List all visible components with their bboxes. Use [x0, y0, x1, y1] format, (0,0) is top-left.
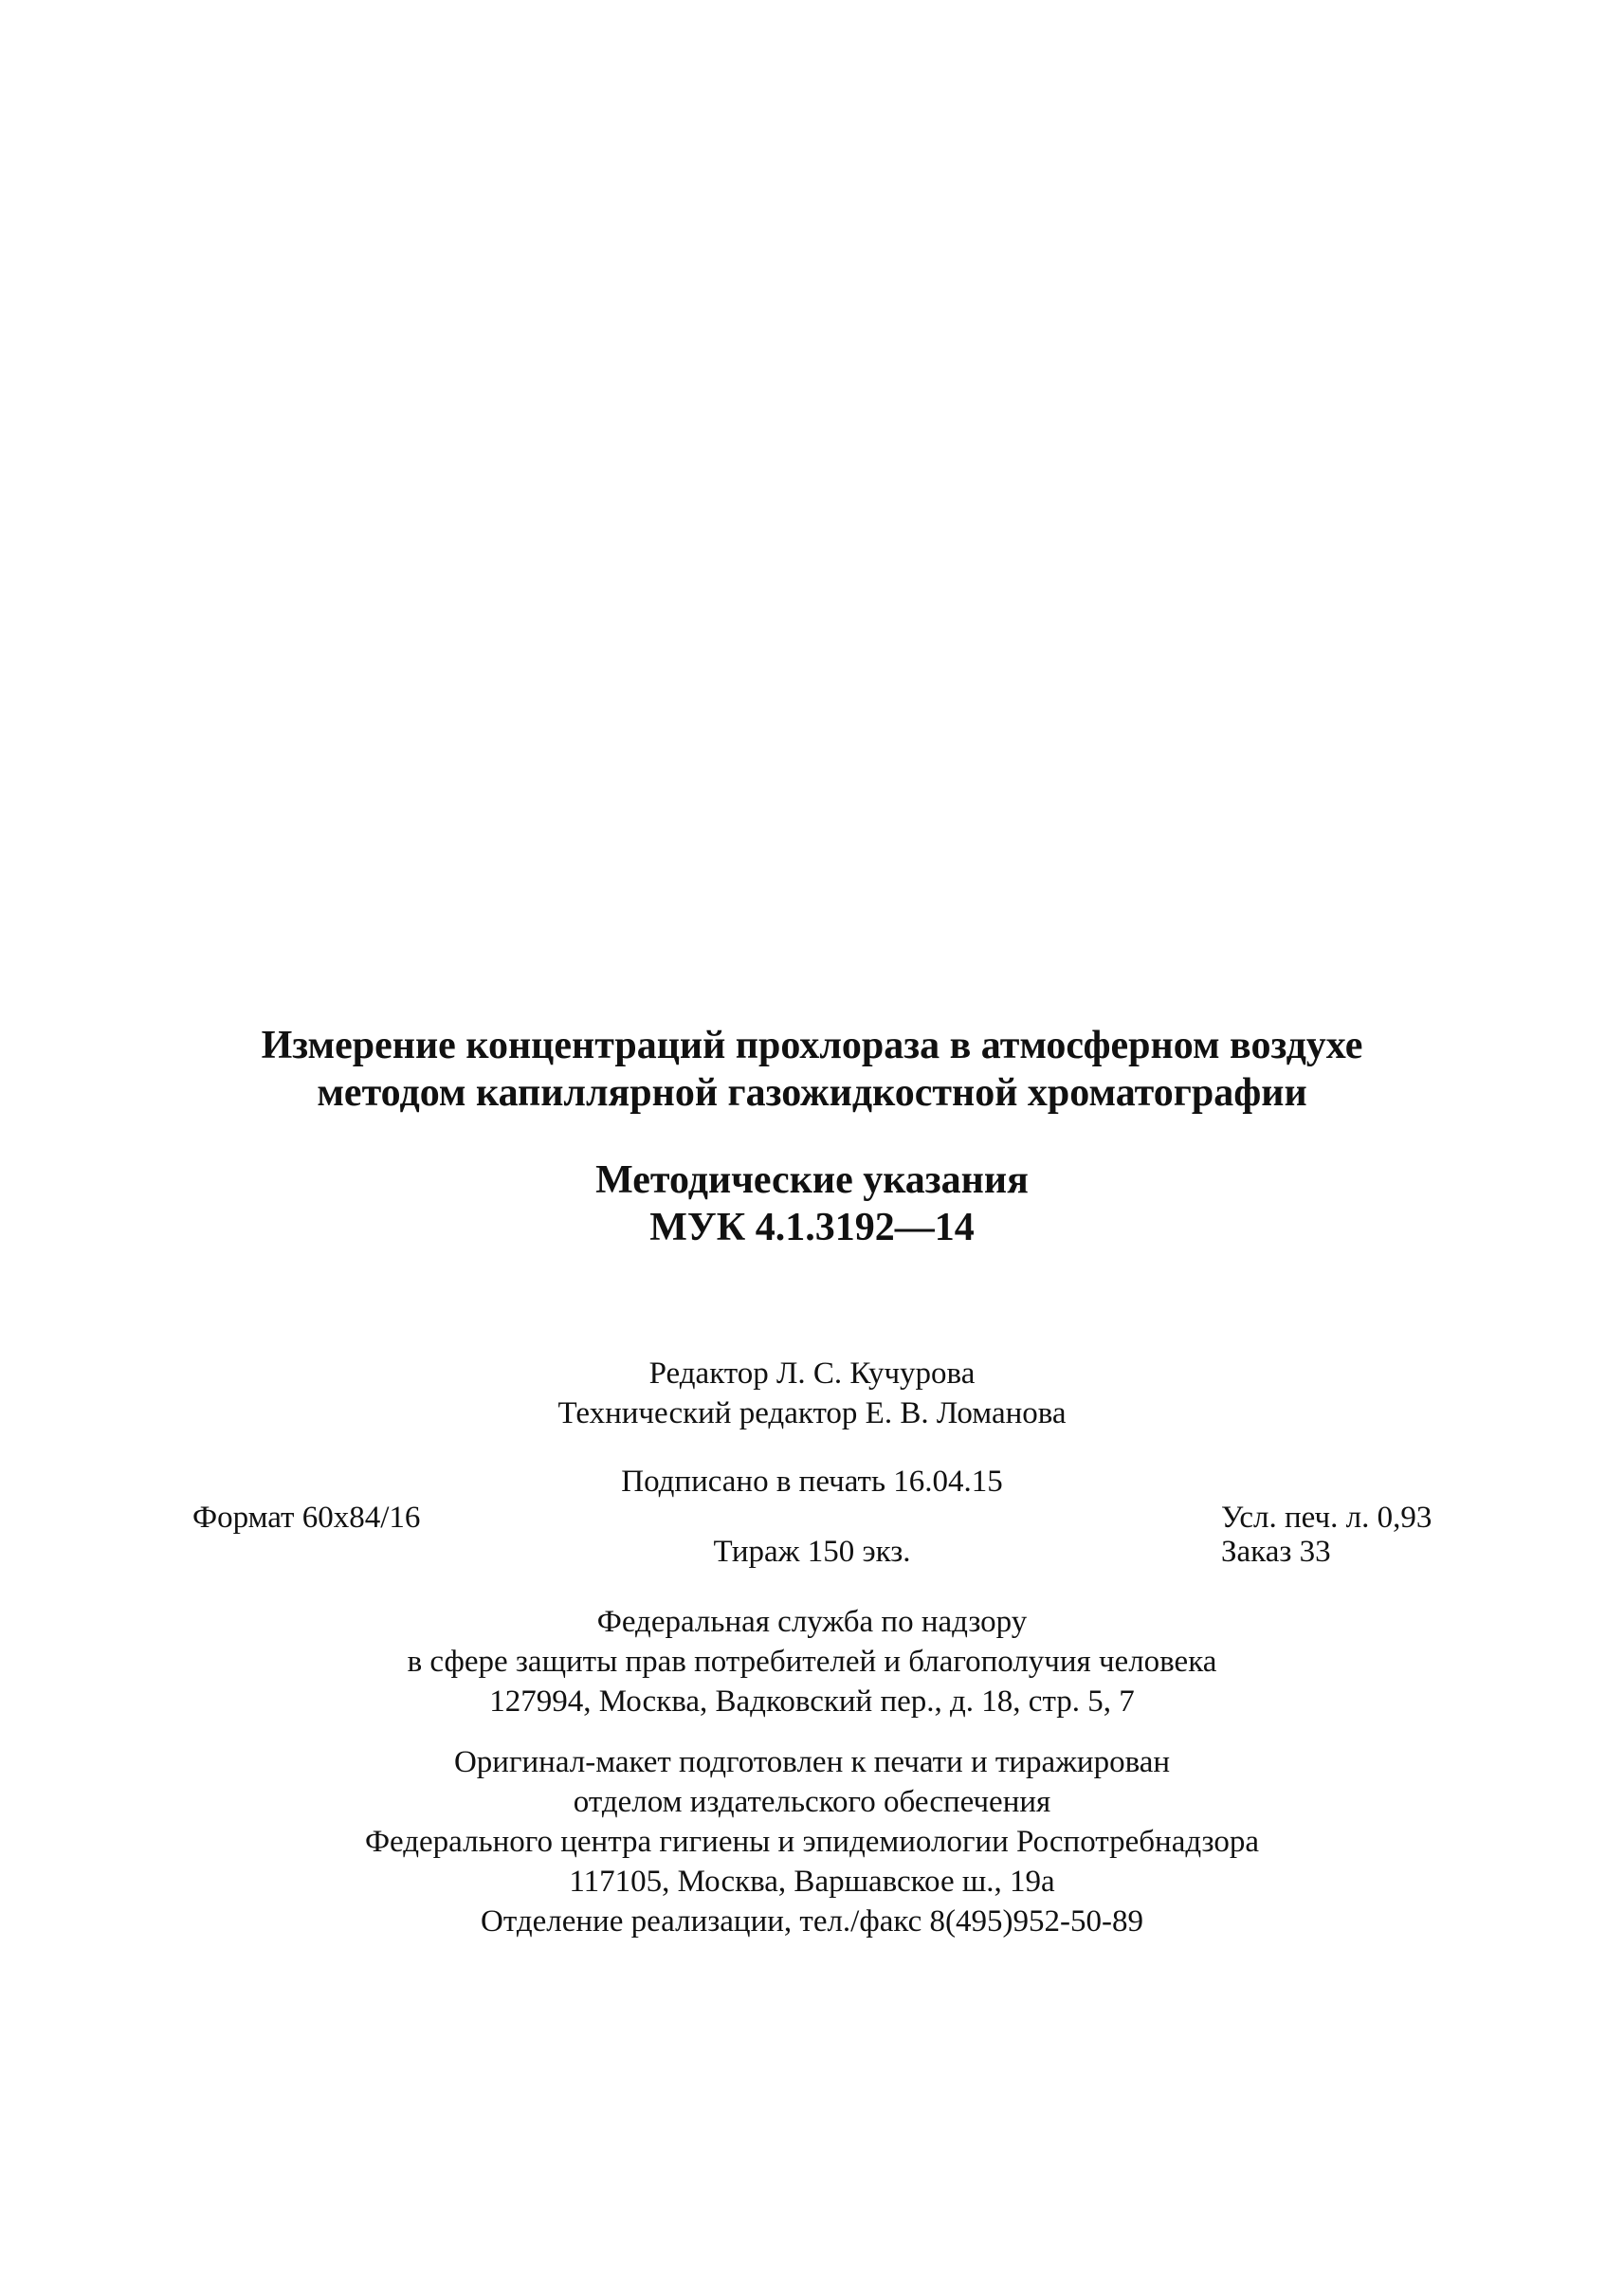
printed-sheets: Усл. печ. л. 0,93 [1221, 1501, 1432, 1535]
print-run: Тираж 150 экз. [713, 1535, 911, 1569]
format-spec: Формат 60x84/16 [192, 1501, 421, 1535]
document-subtitle [0, 1156, 1624, 1251]
publisher-line-2: в сфере защиты прав потребителей и благополучия человека [407, 1645, 1217, 1679]
title-line-1: Измерение концентраций прохлораза в атмосферном воздухе [261, 1024, 1363, 1067]
order-number: Заказ 33 [1221, 1535, 1331, 1569]
doc-code: МУК 4.1.3192—14 [649, 1206, 975, 1249]
doc-type: Методические указания [595, 1158, 1029, 1202]
publisher-line-1: Федеральная служба по надзору [596, 1605, 1028, 1639]
printer-address: 117105, Москва, Варшавское ш., 19а [569, 1865, 1055, 1899]
printer-block [0, 1742, 1624, 1941]
tech-editor-line: Технический редактор Е. В. Ломанова [557, 1396, 1067, 1430]
printer-line-2: отделом издательского обеспечения [573, 1785, 1051, 1819]
publisher-block [0, 1602, 1624, 1721]
signed-to-print: Подписано в печать 16.04.15 [621, 1465, 1003, 1499]
printer-line-3: Федерального центра гигиены и эпидемиологии Роспотребнадзора [364, 1825, 1260, 1859]
printer-line-1: Оригинал-макет подготовлен к печати и тиражирован [453, 1745, 1171, 1779]
editors-block [0, 1354, 1624, 1433]
publisher-address: 127994, Москва, Вадковский пер., д. 18, стр. 5, 7 [489, 1684, 1135, 1719]
editor-line: Редактор Л. С. Кучурова [648, 1356, 976, 1391]
title-line-2: методом капиллярной газожидкостной хроматографии [317, 1071, 1307, 1115]
document-title [0, 1022, 1624, 1117]
sales-contact: Отделение реализации, тел./факс 8(495)952-50-89 [481, 1904, 1143, 1939]
